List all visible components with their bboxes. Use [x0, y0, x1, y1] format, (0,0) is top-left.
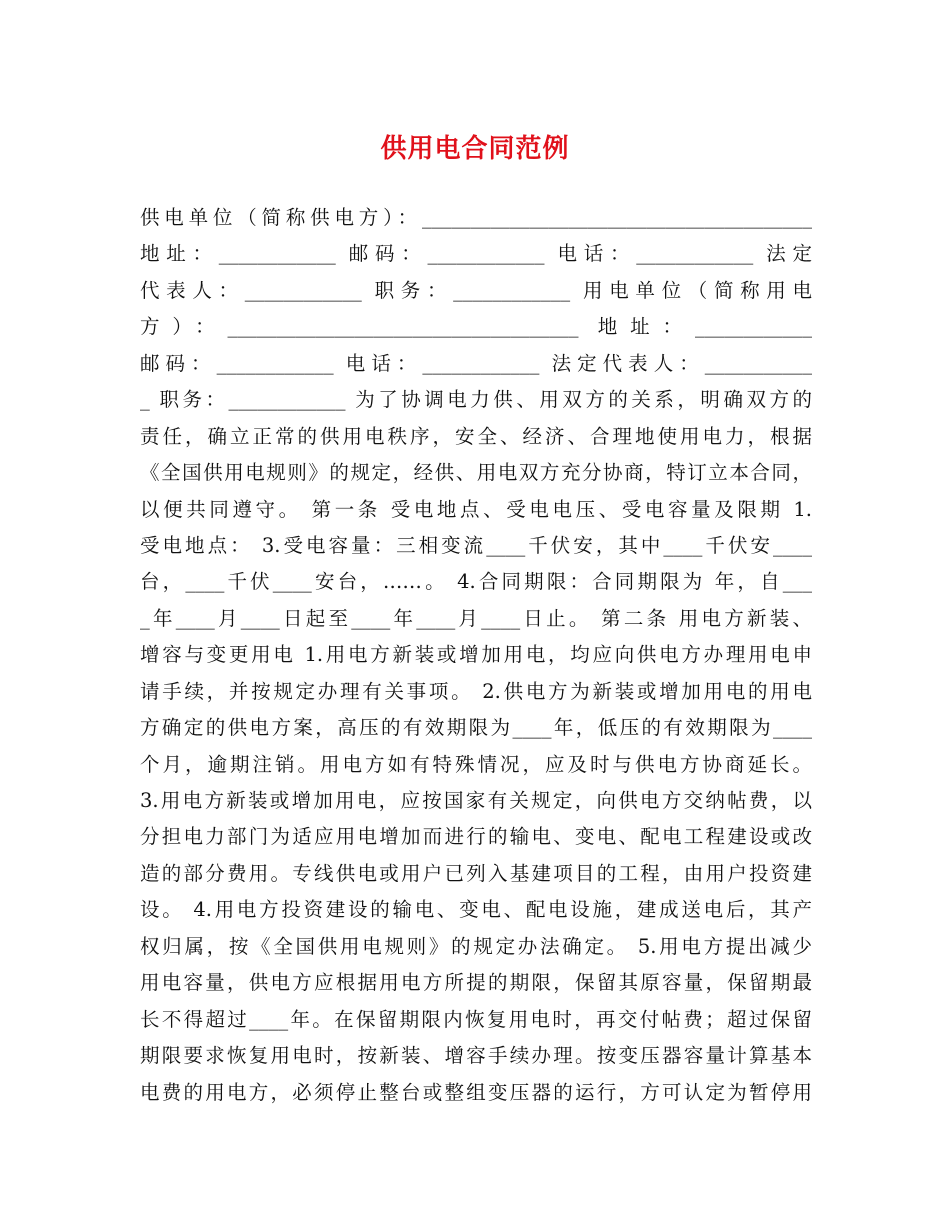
body-line: 权归属，按《全国供用电规则》的规定办法确定。 5.用电方提出减少 [140, 934, 812, 958]
body-line: _年____月____日起至____年____月____日止。 第二条 用电方新装、 [140, 606, 812, 630]
body-line: 增容与变更用电 1.用电方新装或增加用电，均应向供电方办理用电申 [140, 643, 812, 667]
body-line: 3.用电方新装或增加用电，应按国家有关规定，向供电方交纳帖费，以 [140, 789, 812, 812]
body-line: 地址：____________ 邮码：____________ 电话：____________ 法定 [140, 242, 812, 266]
body-line: 方确定的供电方案，高压的有效期限为____年，低压的有效期限为____ [140, 716, 812, 740]
body-line: 方）：____________________________________ 地址：____________ [140, 315, 812, 339]
body-line: 电费的用电方，必须停止整台或整组变压器的运行，方可认定为暂停用 [140, 1080, 812, 1104]
body-line: _ 职务：____________ 为了协调电力供、用双方的关系，明确双方的 [140, 388, 812, 412]
body-line: 责任，确立正常的供用电秩序，安全、经济、合理地使用电力，根据 [140, 424, 812, 448]
body-line: 以便共同遵守。 第一条 受电地点、受电电压、受电容量及限期 1. [140, 497, 812, 521]
body-line: 代表人：____________ 职务：____________ 用电单位（简称用电 [140, 278, 812, 302]
body-line: 设。 4.用电方投资建设的输电、变电、配电设施，建成送电后，其产 [140, 898, 812, 922]
body-line: 分担电力部门为适应用电增加而进行的输电、变电、配电工程建设或改 [140, 825, 812, 849]
body-line: 用电容量，供电方应根据用电方所提的期限，保留其原容量，保留期最 [140, 971, 812, 995]
body-line: 供电单位（简称供电方）：________________________________________ [140, 206, 812, 229]
body-line: 《全国供用电规则》的规定，经供、用电双方充分协商，特订立本合同， [140, 461, 812, 485]
body-line: 邮码：____________ 电话：____________ 法定代表人：___________ [140, 351, 812, 375]
body-line: 个月，逾期注销。用电方如有特殊情况，应及时与供电方协商延长。 [140, 752, 812, 776]
body-line: 期限要求恢复用电时，按新装、增容手续办理。按变压器容量计算基本 [140, 1044, 812, 1068]
body-line: 受电地点： 3.受电容量：三相变流____千伏安，其中____千伏安____ [140, 533, 812, 557]
document-title: 供用电合同范例 [380, 134, 570, 164]
body-line: 长不得超过____年。在保留期限内恢复用电时，再交付帖费；超过保留 [140, 1007, 812, 1031]
body-line: 请手续，并按规定办理有关事项。 2.供电方为新装或增加用电的用电 [140, 679, 812, 703]
body-line: 台，____千伏____安台，……。 4.合同期限：合同期限为 年，自___ [140, 570, 812, 594]
document-body [140, 200, 812, 1111]
body-line: 造的部分费用。专线供电或用户已列入基建项目的工程，由用户投资建 [140, 861, 812, 885]
